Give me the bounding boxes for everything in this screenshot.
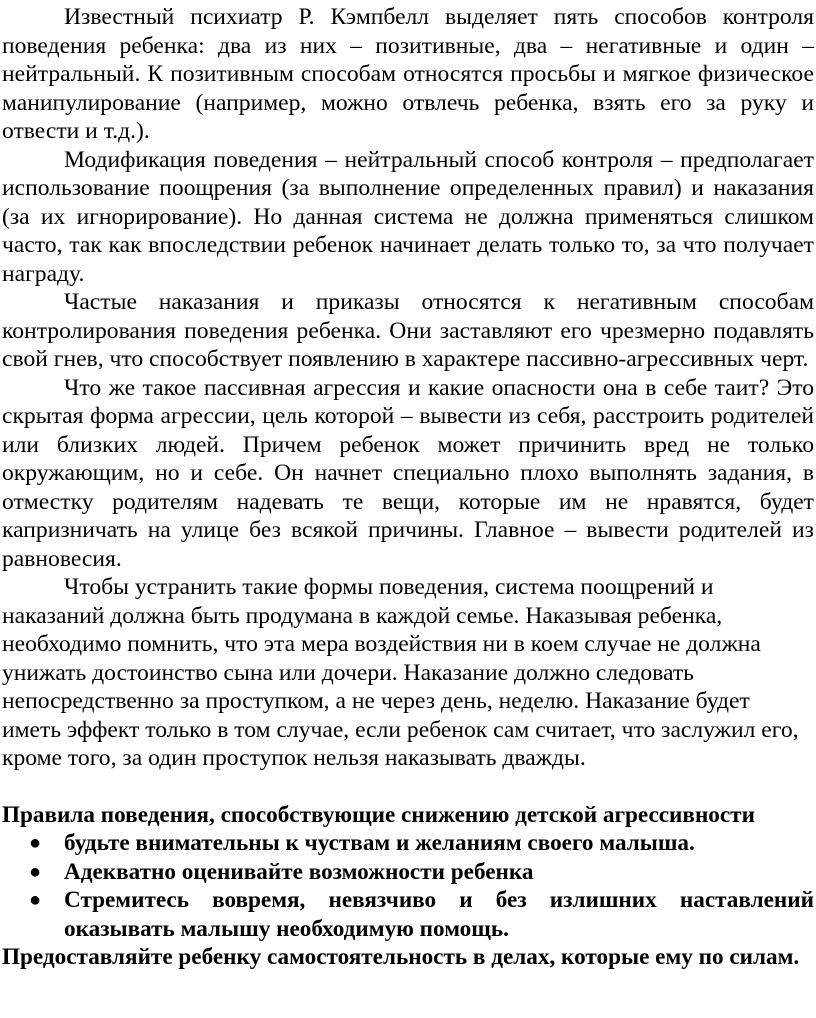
rules-list-item — [2, 858, 814, 887]
rules-list-item — [2, 886, 814, 943]
paragraph-campbell-methods: Известный психиатр Р. Кэмпбелл выделяет пять способов контроля поведения ребенка: два из них – позитивные, два – негативные и один – нейтральный. К позитивным способам относятся просьбы и мягкое физическое манипулирование (например, можно отвлечь ребенка, взять его за руку и отвести и т.д.). — [2, 4, 814, 144]
paragraph-passive-aggression: Что же такое пассивная агрессия и какие опасности она в себе таит? Это скрытая форма агрессии, цель которой – вывести из себя, расстроить родителей или близких людей. Причем ребенок может причинить вред не только окружающим, но и себе. Он начнет специально плохо выполнять задания, в отместку родителям надевать те вещи, которые им не нравятся, будет капризничать на улице без всякой причины. Главное – вывести родителей из равновесия. — [2, 374, 814, 572]
rules-list-item — [2, 829, 814, 858]
rules-list-item-text: будьте внимательны к чуствам и желаниям своего малыша. — [64, 830, 695, 856]
paragraph-negative-methods: Частые наказания и приказы относятся к негативным способам контролирования поведения ребенка. Они заставляют его чрезмерно подавлять свой гнев, что способствует появлению в характере пассивно-агрессивных черт. — [2, 289, 814, 372]
rules-list — [2, 829, 814, 943]
bullet-icon: ● — [29, 832, 42, 854]
rules-closing-line: Предоставляйте ребенку самостоятельность в делах, которые ему по силам. — [2, 944, 800, 970]
blank-line — [2, 773, 814, 801]
rules-list-item-text: Адекватно оценивайте возможности ребенка — [64, 858, 534, 885]
bullet-icon: ● — [29, 889, 42, 911]
bullet-icon: ● — [29, 860, 42, 883]
rules-heading: Правила поведения, способствующие снижению детской агрессивности — [2, 801, 755, 828]
paragraph-behavior-modification: Модификация поведения – нейтральный способ контроля – предполагает использование поощрения (за выполнение определенных правил) и наказания (за их игнорирование). Но данная система не должна применяться слишком часто, так как впоследствии ребенок начинает делать только то, за что получает награду. — [2, 146, 814, 287]
paragraph-punishment-system: Чтобы устранить такие формы поведения, система поощрений и наказаний должна быть продумана в каждой семье. Наказывая ребенка, необходимо помнить, что эта мера воздействия ни в коем случае не должна унижать достоинство сына или дочери. Наказание должно следовать непосредственно за проступком, а не через день, неделю. Наказание будет иметь эффект только в том случае, если ребенок сам считает, что заслужил его, кроме того, за один проступок нельзя наказывать дважды. — [2, 574, 799, 771]
rules-list-item-text: Стремитесь вовремя, невязчиво и без излишних наставлений оказывать малышу необходимую помощь. — [64, 887, 814, 942]
